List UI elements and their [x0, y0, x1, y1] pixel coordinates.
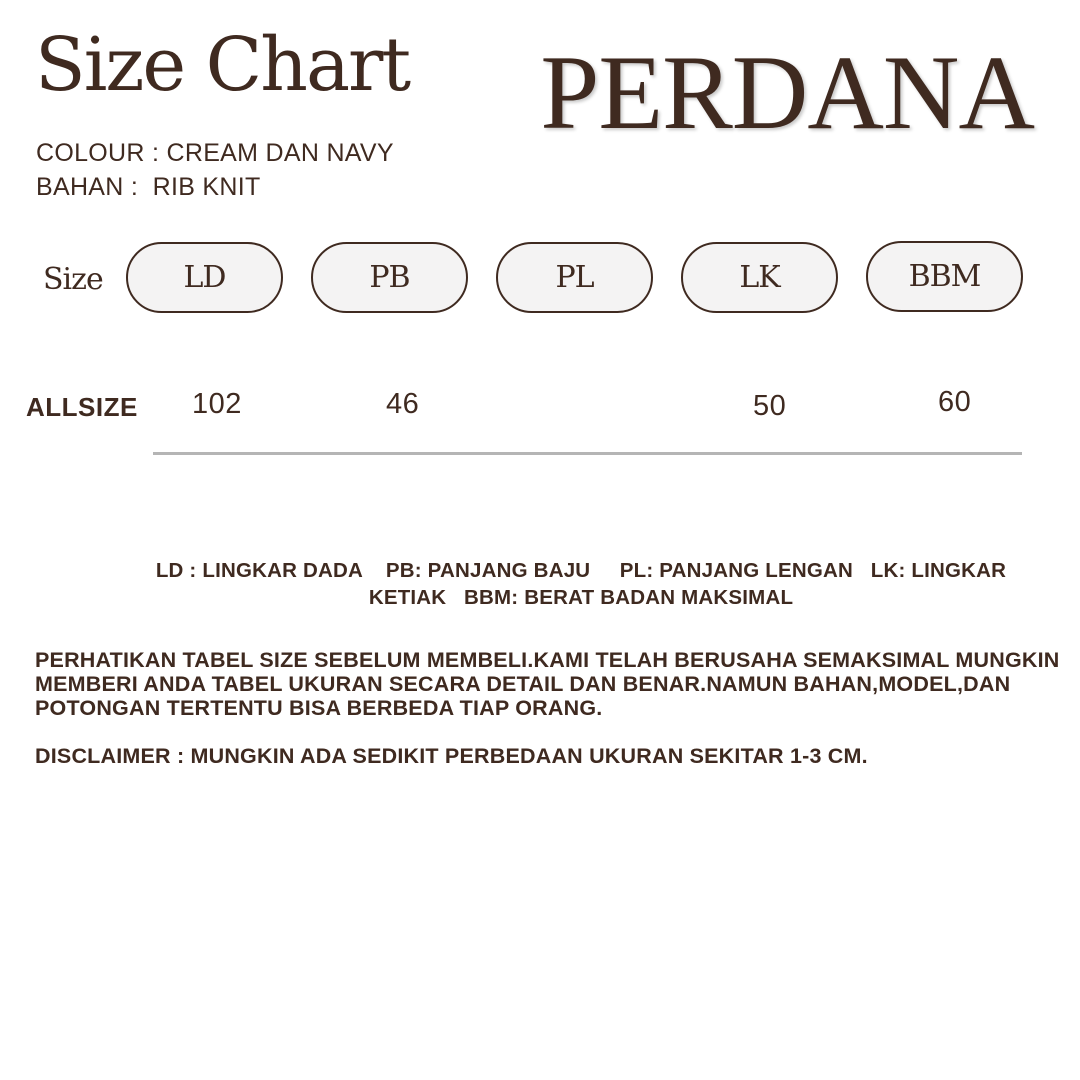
table-divider [153, 452, 1022, 455]
material-text: BAHAN : RIB KNIT [36, 173, 261, 201]
product-meta [36, 136, 394, 204]
page-title: Size Chart [35, 22, 410, 108]
abbreviation-legend: LD : LINGKAR DADA PB: PANJANG BAJU PL: PANJANG LENGAN LK: LINGKAR KETIAK BBM: BERAT BADAN MAKSIMAL [155, 559, 1013, 609]
cell-lk-value: 50 [753, 390, 787, 422]
cell-bbm-value: 60 [938, 386, 972, 418]
size-header-label: Size [43, 262, 103, 297]
column-header-lk: LK [681, 242, 838, 313]
column-header-pb: PB [311, 242, 468, 313]
brand-logo: PERDANA [540, 34, 1034, 151]
disclaimer-paragraph: DISCLAIMER : MUNGKIN ADA SEDIKIT PERBEDAAN UKURAN SEKITAR 1-3 CM. [35, 744, 868, 768]
column-header-bbm: BBM [866, 241, 1023, 312]
cell-pb-value: 46 [386, 388, 420, 420]
colour-text: COLOUR : CREAM DAN NAVY [36, 139, 394, 167]
column-header-ld: LD [126, 242, 283, 313]
cell-ld-value: 102 [192, 388, 242, 420]
row-label-allsize: ALLSIZE [26, 392, 138, 422]
column-header-pl: PL [496, 242, 653, 313]
notice-paragraph: PERHATIKAN TABEL SIZE SEBELUM MEMBELI.KAMI TELAH BERUSAHA SEMAKSIMAL MUNGKIN MEMBERI ANDA TABEL UKURAN SECARA DETAIL DAN BENAR.NAMUN BAHAN,MODEL,DAN POTONGAN TERTENTU BISA BERBEDA TIAP ORANG. [35, 648, 1060, 720]
